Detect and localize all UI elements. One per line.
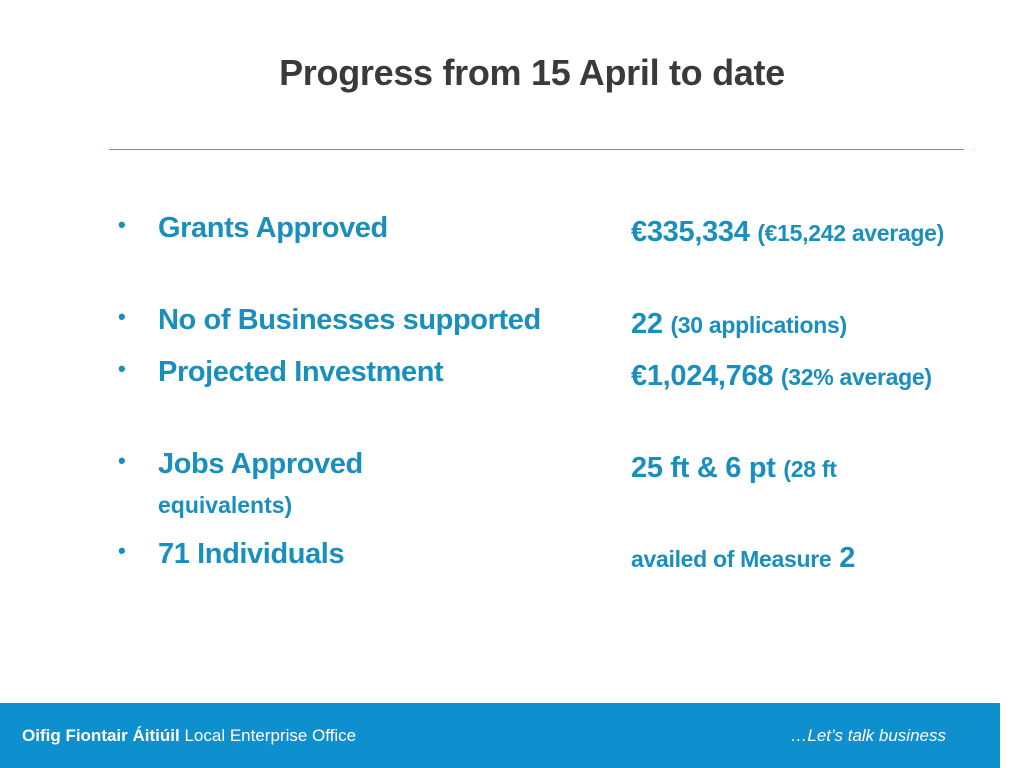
value-main: 22	[631, 308, 663, 340]
bullet-label: 71 Individuals	[158, 538, 345, 570]
bullet-value	[631, 538, 951, 579]
slide-title: Progress from 15 April to date	[279, 52, 785, 93]
footer-bar	[0, 703, 1000, 768]
bullet-label: Jobs Approved	[158, 448, 363, 480]
bullet-dot-icon: •	[118, 212, 126, 237]
bullet-label: Projected Investment	[158, 356, 444, 388]
bullet-dot-icon: •	[118, 448, 126, 473]
value-note: (€15,242 average)	[757, 220, 945, 246]
value-note: (28 ft	[783, 456, 837, 482]
bullet-label: No of Businesses supported	[158, 304, 541, 336]
value-main: €1,024,768	[631, 360, 774, 392]
bullet-label-continuation: equivalents)	[158, 492, 293, 518]
footer-irish-name: Oifig Fiontair Áitiúil	[22, 726, 180, 745]
footer-english-name: Local Enterprise Office	[184, 726, 357, 745]
value-main: 25 ft & 6 pt	[631, 452, 776, 484]
bullet-value	[631, 304, 951, 345]
footer-tagline: …Let’s talk business	[790, 726, 946, 745]
bullet-label: Grants Approved	[158, 212, 388, 244]
footer-org-name	[22, 726, 356, 746]
bullet-value	[631, 356, 951, 397]
value-note: (32% average)	[780, 364, 932, 390]
value-prefix: availed of Measure	[631, 546, 832, 572]
value-main: 2	[839, 542, 856, 574]
bullet-value	[631, 212, 951, 253]
bullet-value	[631, 448, 951, 489]
footer-edge	[1000, 703, 1024, 768]
bullet-dot-icon: •	[118, 304, 126, 329]
bullet-dot-icon: •	[118, 538, 126, 563]
value-main: €335,334	[631, 216, 750, 248]
bullet-dot-icon: •	[118, 356, 126, 381]
value-note: (30 applications)	[670, 312, 847, 338]
